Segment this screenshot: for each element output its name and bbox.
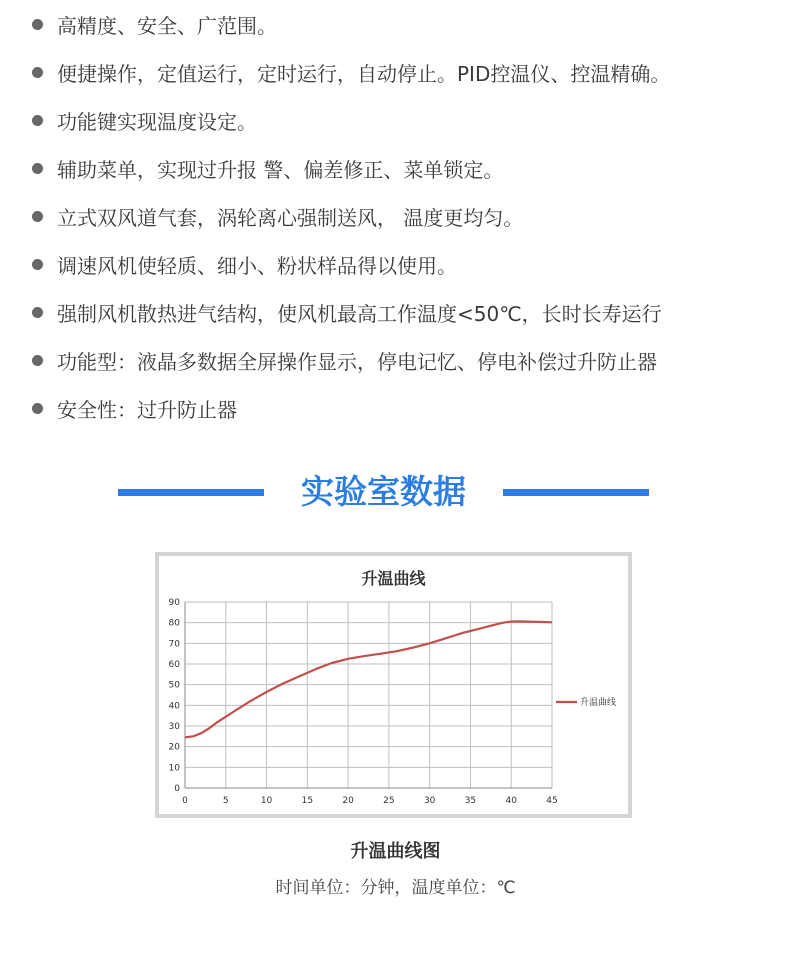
x-tick-label: 40 xyxy=(505,796,517,806)
y-tick-label: 90 xyxy=(168,598,180,608)
chart-frame xyxy=(155,552,632,818)
feature-text: 辅助菜单，实现过升报 警、偏差修正、菜单锁定。 xyxy=(57,157,504,182)
feature-item xyxy=(32,57,782,87)
x-tick-label: 10 xyxy=(260,796,273,806)
feature-text: 功能键实现温度设定。 xyxy=(57,109,257,134)
y-tick-label: 20 xyxy=(168,742,180,753)
series-line xyxy=(185,621,552,737)
legend-label: 升温曲线 xyxy=(580,698,617,708)
y-tick-label: 10 xyxy=(168,763,180,774)
feature-item xyxy=(32,393,782,423)
feature-item xyxy=(32,201,782,231)
feature-text: 立式双风道气套，涡轮离心强制送风， 温度更均匀。 xyxy=(57,205,524,230)
feature-text: 强制风机散热进气结构，使风机最高工作温度<50℃，长时长寿运行 xyxy=(57,301,662,326)
line-chart xyxy=(159,556,628,814)
x-tick-label: 45 xyxy=(546,796,558,806)
x-tick-label: 35 xyxy=(464,796,477,806)
bullet-icon xyxy=(32,259,43,270)
feature-item xyxy=(32,345,782,375)
bullet-icon xyxy=(32,355,43,366)
title-rule-left xyxy=(118,489,264,496)
feature-text: 高精度、安全、广范围。 xyxy=(57,13,277,38)
x-tick-label: 15 xyxy=(301,796,314,806)
chart-title: 升温曲线 xyxy=(361,569,426,588)
feature-item xyxy=(32,297,782,327)
feature-item xyxy=(32,9,782,39)
chart-caption: 升温曲线图 xyxy=(350,841,441,862)
y-tick-label: 0 xyxy=(174,784,180,794)
bullet-icon xyxy=(32,115,43,126)
y-tick-label: 50 xyxy=(168,680,180,691)
title-rule-right xyxy=(503,489,649,496)
bullet-icon xyxy=(32,163,43,174)
section-header xyxy=(0,470,791,514)
feature-text: 功能型：液晶多数据全屏操作显示，停电记忆、停电补偿过升防止器 xyxy=(57,349,657,374)
bullet-icon xyxy=(32,403,43,414)
y-tick-label: 40 xyxy=(168,701,180,712)
feature-item xyxy=(32,153,782,183)
bullet-icon xyxy=(32,211,43,222)
bullet-icon xyxy=(32,19,43,30)
y-tick-label: 60 xyxy=(168,660,180,670)
y-tick-label: 70 xyxy=(168,639,180,650)
y-tick-label: 30 xyxy=(168,722,180,732)
x-tick-label: 20 xyxy=(342,796,354,806)
chart-area xyxy=(159,556,628,814)
x-tick-label: 0 xyxy=(182,796,188,806)
feature-text: 安全性：过升防止器 xyxy=(57,397,237,422)
x-tick-label: 5 xyxy=(222,796,229,806)
bullet-icon xyxy=(32,67,43,78)
feature-item xyxy=(32,249,782,279)
bullet-icon xyxy=(32,307,43,318)
y-tick-label: 80 xyxy=(168,618,180,629)
x-tick-label: 30 xyxy=(423,796,436,806)
feature-text: 调速风机使轻质、细小、粉状样品得以使用。 xyxy=(57,253,457,278)
section-title: 实验室数据 xyxy=(301,472,466,511)
chart-units-note: 时间单位：分钟，温度单位：℃ xyxy=(275,878,516,898)
x-tick-label: 25 xyxy=(383,796,395,806)
feature-item xyxy=(32,105,782,135)
feature-text: 便捷操作，定值运行，定时运行，自动停止。PID控温仪、控温精确。 xyxy=(57,61,671,86)
